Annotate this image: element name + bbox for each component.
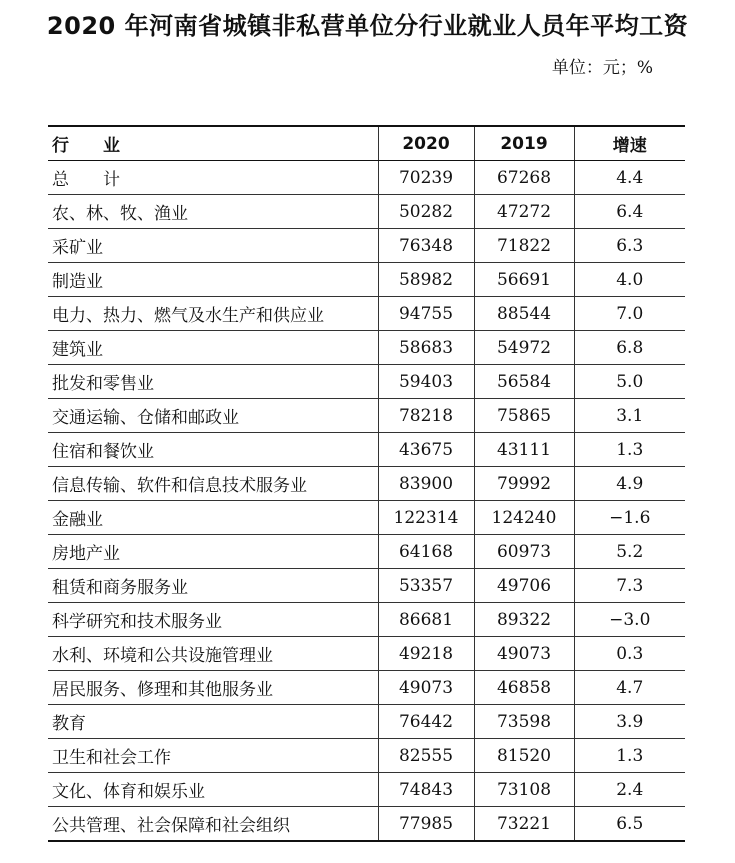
industry-cell: 总 计	[48, 161, 378, 195]
wage-2019-cell: 124240	[474, 501, 574, 535]
header-2020: 2020	[378, 126, 474, 161]
table-row	[48, 467, 685, 501]
growth-cell: 5.0	[574, 365, 685, 399]
wage-2019-cell: 88544	[474, 297, 574, 331]
wage-2019-cell: 54972	[474, 331, 574, 365]
wage-2019-cell: 73598	[474, 705, 574, 739]
growth-cell: −1.6	[574, 501, 685, 535]
wage-2020-cell: 82555	[378, 739, 474, 773]
industry-cell: 信息传输、软件和信息技术服务业	[48, 467, 378, 501]
unit-label: 单位：元；%	[551, 58, 653, 78]
wage-2020-cell: 50282	[378, 195, 474, 229]
header-growth: 增速	[574, 126, 685, 161]
wage-2019-cell: 49073	[474, 637, 574, 671]
wage-2019-cell: 73108	[474, 773, 574, 807]
wage-2019-cell: 75865	[474, 399, 574, 433]
industry-cell: 租赁和商务服务业	[48, 569, 378, 603]
growth-cell: 6.5	[574, 807, 685, 842]
table-row	[48, 229, 685, 263]
table-row	[48, 399, 685, 433]
table-row	[48, 739, 685, 773]
wage-2020-cell: 83900	[378, 467, 474, 501]
table-row	[48, 501, 685, 535]
table-header-row	[48, 126, 685, 161]
table-row	[48, 263, 685, 297]
growth-cell: 5.2	[574, 535, 685, 569]
wage-2020-cell: 59403	[378, 365, 474, 399]
table-row	[48, 773, 685, 807]
industry-cell: 教育	[48, 705, 378, 739]
growth-cell: 6.8	[574, 331, 685, 365]
page-title: 2020 年河南省城镇非私营单位分行业就业人员年平均工资	[46, 12, 689, 40]
industry-cell: 批发和零售业	[48, 365, 378, 399]
table-row	[48, 365, 685, 399]
growth-cell: 4.4	[574, 161, 685, 195]
table-row	[48, 807, 685, 842]
industry-cell: 房地产业	[48, 535, 378, 569]
growth-cell: 4.7	[574, 671, 685, 705]
wage-2020-cell: 78218	[378, 399, 474, 433]
industry-cell: 公共管理、社会保障和社会组织	[48, 807, 378, 842]
wage-2020-cell: 76348	[378, 229, 474, 263]
wage-2020-cell: 74843	[378, 773, 474, 807]
growth-cell: 6.3	[574, 229, 685, 263]
wage-2020-cell: 49073	[378, 671, 474, 705]
growth-cell: 2.4	[574, 773, 685, 807]
wage-2019-cell: 73221	[474, 807, 574, 842]
wage-2020-cell: 94755	[378, 297, 474, 331]
growth-cell: 3.1	[574, 399, 685, 433]
wage-2020-cell: 58982	[378, 263, 474, 297]
growth-cell: 1.3	[574, 739, 685, 773]
industry-cell: 采矿业	[48, 229, 378, 263]
industry-cell: 居民服务、修理和其他服务业	[48, 671, 378, 705]
table-row	[48, 195, 685, 229]
wage-2020-cell: 53357	[378, 569, 474, 603]
industry-cell: 水利、环境和公共设施管理业	[48, 637, 378, 671]
growth-cell: 4.0	[574, 263, 685, 297]
growth-cell: 0.3	[574, 637, 685, 671]
wage-2019-cell: 60973	[474, 535, 574, 569]
table-row	[48, 603, 685, 637]
industry-cell: 科学研究和技术服务业	[48, 603, 378, 637]
table-row	[48, 331, 685, 365]
industry-cell: 文化、体育和娱乐业	[48, 773, 378, 807]
wage-2020-cell: 77985	[378, 807, 474, 842]
wage-2020-cell: 86681	[378, 603, 474, 637]
wage-2019-cell: 43111	[474, 433, 574, 467]
table-row	[48, 433, 685, 467]
industry-cell: 住宿和餐饮业	[48, 433, 378, 467]
table-row	[48, 535, 685, 569]
wage-2020-cell: 64168	[378, 535, 474, 569]
table-row	[48, 705, 685, 739]
growth-cell: 6.4	[574, 195, 685, 229]
wage-2020-cell: 58683	[378, 331, 474, 365]
table-row	[48, 637, 685, 671]
wage-2019-cell: 89322	[474, 603, 574, 637]
table-body	[48, 161, 685, 842]
wage-2019-cell: 46858	[474, 671, 574, 705]
wage-2020-cell: 70239	[378, 161, 474, 195]
industry-cell: 制造业	[48, 263, 378, 297]
industry-cell: 交通运输、仓储和邮政业	[48, 399, 378, 433]
wage-2019-cell: 56584	[474, 365, 574, 399]
growth-cell: 1.3	[574, 433, 685, 467]
growth-cell: 3.9	[574, 705, 685, 739]
growth-cell: 4.9	[574, 467, 685, 501]
wage-table	[48, 125, 685, 842]
table-row	[48, 297, 685, 331]
table-row	[48, 161, 685, 195]
header-2019: 2019	[474, 126, 574, 161]
industry-cell: 建筑业	[48, 331, 378, 365]
industry-cell: 卫生和社会工作	[48, 739, 378, 773]
growth-cell: 7.3	[574, 569, 685, 603]
wage-2020-cell: 76442	[378, 705, 474, 739]
wage-2019-cell: 49706	[474, 569, 574, 603]
wage-2019-cell: 79992	[474, 467, 574, 501]
wage-2019-cell: 56691	[474, 263, 574, 297]
industry-cell: 农、林、牧、渔业	[48, 195, 378, 229]
header-industry: 行 业	[48, 126, 378, 161]
wage-2019-cell: 47272	[474, 195, 574, 229]
wage-2020-cell: 43675	[378, 433, 474, 467]
growth-cell: −3.0	[574, 603, 685, 637]
wage-2020-cell: 49218	[378, 637, 474, 671]
wage-2020-cell: 122314	[378, 501, 474, 535]
wage-2019-cell: 67268	[474, 161, 574, 195]
growth-cell: 7.0	[574, 297, 685, 331]
industry-cell: 金融业	[48, 501, 378, 535]
wage-2019-cell: 71822	[474, 229, 574, 263]
wage-2019-cell: 81520	[474, 739, 574, 773]
table-row	[48, 671, 685, 705]
industry-cell: 电力、热力、燃气及水生产和供应业	[48, 297, 378, 331]
table-row	[48, 569, 685, 603]
